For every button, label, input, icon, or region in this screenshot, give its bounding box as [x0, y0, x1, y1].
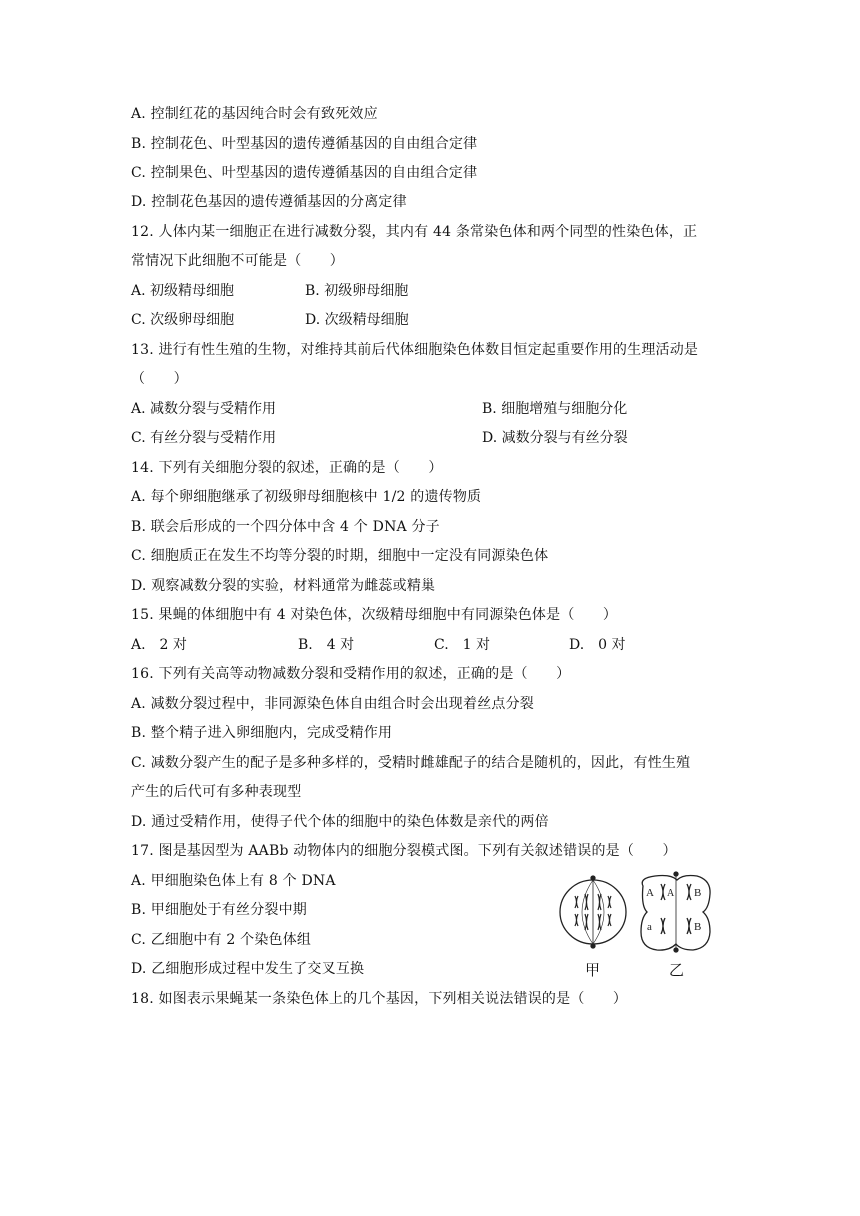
q12-option-c: C. 次级卵母细胞 [131, 312, 235, 328]
q13-stem-line1: 13. 进行有性生殖的生物，对维持其前后代体细胞染色体数目恒定起重要作用的生理活动是 [131, 342, 699, 358]
q17-option-b: B. 甲细胞处于有丝分裂中期 [131, 902, 307, 918]
q13-option-a: A. 减数分裂与受精作用 [131, 401, 277, 417]
gene-label-a-lower: a [647, 921, 652, 933]
q18-stem: 18. 如图表示果蝇某一条染色体上的几个基因，下列相关说法错误的是（ ） [131, 991, 628, 1007]
q11-option-a: A. 控制红花的基因纯合时会有致死效应 [131, 106, 378, 122]
q13-option-d: D. 减数分裂与有丝分裂 [482, 430, 628, 446]
q16-option-d: D. 通过受精作用，使得子代个体的细胞中的染色体数是亲代的两倍 [131, 814, 549, 830]
q14-stem: 14. 下列有关细胞分裂的叙述，正确的是（ ） [131, 460, 443, 476]
q15-option-b: B. 4 对 [298, 637, 355, 653]
gene-label-a2: A [667, 888, 675, 899]
q14-option-d: D. 观察减数分裂的实验，材料通常为雌蕊或精巢 [131, 578, 436, 594]
q14-option-b: B. 联会后形成的一个四分体中含 4 个 DNA 分子 [131, 519, 440, 535]
q16-option-c-line1: C. 减数分裂产生的配子是多种多样的，受精时雌雄配子的结合是随机的，因此，有性生殖 [131, 755, 691, 771]
q13-stem-line2: （ ） [131, 371, 188, 387]
gene-label-b2: B [694, 921, 702, 933]
q12-stem-line1: 12. 人体内某一细胞正在进行减数分裂，其内有 44 条常染色体和两个同型的性染色体，正 [131, 224, 698, 240]
q12-stem-line2: 常情况下此细胞不可能是（ ） [131, 253, 344, 269]
figure-label-yi: 乙 [669, 961, 685, 979]
q12-option-b: B. 初级卵母细胞 [305, 283, 409, 299]
q17-option-d: D. 乙细胞形成过程中发生了交叉互换 [131, 961, 365, 977]
q13-option-b: B. 细胞增殖与细胞分化 [482, 401, 628, 417]
q17-stem: 17. 图是基因型为 AABb 动物体内的细胞分裂模式图。下列有关叙述错误的是（ ） [131, 843, 677, 859]
figure-label-jia: 甲 [585, 961, 601, 979]
cell-jia [560, 876, 626, 948]
cell-division-diagram [555, 858, 715, 980]
q15-option-c: C. 1 对 [434, 637, 491, 653]
q17-option-a: A. 甲细胞染色体上有 8 个 DNA [131, 873, 336, 889]
q15-option-d: D. 0 对 [569, 637, 626, 653]
gene-label-a1: A [646, 887, 654, 899]
q12-option-a: A. 初级精母细胞 [131, 283, 235, 299]
q14-option-a: A. 每个卵细胞继承了初级卵母细胞核中 1/2 的遗传物质 [131, 489, 482, 505]
gene-label-b1: B [694, 887, 702, 899]
q16-option-c-line2: 产生的后代可有多种表现型 [131, 784, 302, 800]
q15-stem: 15. 果蝇的体细胞中有 4 对染色体，次级精母细胞中有同源染色体是（ ） [131, 607, 618, 623]
q16-stem: 16. 下列有关高等动物减数分裂和受精作用的叙述，正确的是（ ） [131, 666, 571, 682]
q12-option-d: D. 次级精母细胞 [305, 312, 409, 328]
q17-option-c: C. 乙细胞中有 2 个染色体组 [131, 932, 312, 948]
q14-option-c: C. 细胞质正在发生不均等分裂的时期，细胞中一定没有同源染色体 [131, 548, 549, 564]
q11-option-d: D. 控制花色基因的遗传遵循基因的分离定律 [131, 194, 407, 210]
q11-option-c: C. 控制果色、叶型基因的遗传遵循基因的自由组合定律 [131, 165, 478, 181]
cell-division-figure [555, 858, 715, 980]
q16-option-b: B. 整个精子进入卵细胞内，完成受精作用 [131, 725, 393, 741]
q11-option-b: B. 控制花色、叶型基因的遗传遵循基因的自由组合定律 [131, 136, 478, 152]
q15-option-a: A. 2 对 [131, 637, 187, 653]
cell-yi [641, 872, 710, 952]
q13-option-c: C. 有丝分裂与受精作用 [131, 430, 277, 446]
q16-option-a: A. 减数分裂过程中，非同源染色体自由组合时会出现着丝点分裂 [131, 696, 535, 712]
